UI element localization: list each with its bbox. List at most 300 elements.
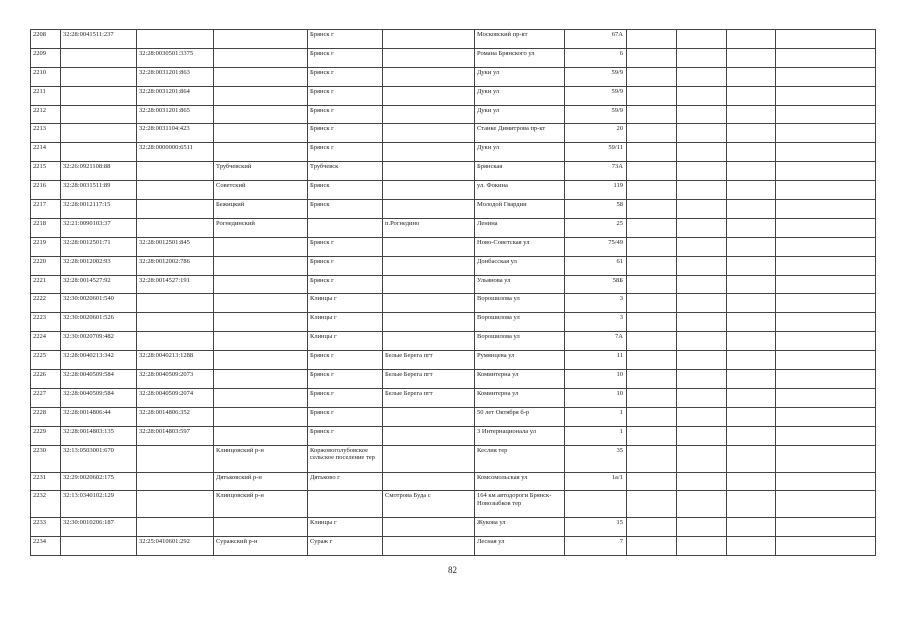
cell-street: Комсомольская ул [475,472,565,491]
cell-empty [776,370,876,389]
cell-settlement: Смотрова Буда с [383,491,475,518]
cell-cadastral-number [61,537,137,556]
cell-empty [727,124,776,143]
cell-cadastral-number-2 [137,332,214,351]
cell-district [214,105,308,124]
cell-city: Сураж г [308,537,383,556]
cell-cadastral-number: 32:30:0020709:482 [61,332,137,351]
cell-empty [727,30,776,49]
cell-empty [627,143,677,162]
cell-house-number: 10 [565,370,627,389]
cell-district [214,67,308,86]
cell-cadastral-number-2: 32:25:0410601:292 [137,537,214,556]
table-row [31,313,876,332]
cell-settlement [383,537,475,556]
cell-street: Коминтерна ул [475,370,565,389]
cell-empty [776,162,876,181]
table-row [31,388,876,407]
cell-empty [627,256,677,275]
cell-city: Брянск г [308,256,383,275]
cell-empty [627,275,677,294]
cell-settlement [383,86,475,105]
cell-house-number: 20 [565,124,627,143]
cell-empty [677,294,727,313]
cell-cadastral-number: 32:29:0020602:175 [61,472,137,491]
cell-record-number: 2209 [31,48,61,67]
cell-house-number: 35 [565,445,627,472]
cell-cadastral-number-2 [137,518,214,537]
cell-empty [677,313,727,332]
cell-district [214,294,308,313]
cell-record-number: 2223 [31,313,61,332]
cell-empty [776,256,876,275]
cell-empty [677,407,727,426]
cell-record-number: 2231 [31,472,61,491]
cell-cadastral-number [61,48,137,67]
cell-cadastral-number-2: 32:28:0012002:786 [137,256,214,275]
cell-settlement [383,407,475,426]
cell-settlement [383,162,475,181]
cell-settlement [383,332,475,351]
cell-district [214,256,308,275]
cell-empty [776,518,876,537]
cell-record-number: 2221 [31,275,61,294]
cell-cadastral-number: 32:28:0014806:44 [61,407,137,426]
cell-empty [677,472,727,491]
cell-cadastral-number-2: 32:28:0031104:423 [137,124,214,143]
table-row [31,256,876,275]
cell-settlement [383,472,475,491]
cell-record-number: 2222 [31,294,61,313]
table-row [31,518,876,537]
cell-city [308,491,383,518]
cell-city: Брянск г [308,86,383,105]
cell-cadastral-number: 32:28:0012117:15 [61,200,137,219]
cell-house-number: 119 [565,181,627,200]
cell-empty [677,256,727,275]
cell-cadastral-number-2: 32:28:0012501:845 [137,237,214,256]
cell-empty [627,472,677,491]
cell-empty [677,30,727,49]
cell-record-number: 2210 [31,67,61,86]
cell-district [214,370,308,389]
cell-house-number: 1а/1 [565,472,627,491]
cell-empty [677,445,727,472]
cell-empty [677,181,727,200]
cell-cadastral-number-2 [137,181,214,200]
cell-empty [627,237,677,256]
cell-record-number: 2216 [31,181,61,200]
cell-settlement [383,426,475,445]
table-row [31,537,876,556]
cell-settlement [383,30,475,49]
cell-settlement: Белые Берега пгт [383,351,475,370]
cell-street: Дуки ул [475,67,565,86]
cell-record-number: 2228 [31,407,61,426]
cell-street: Дуки ул [475,143,565,162]
cell-street: Ворошилова ул [475,294,565,313]
cell-record-number: 2218 [31,218,61,237]
cell-street: 164 км автодороги Брянск-Новозыбков тер [475,491,565,518]
cell-district: Клинцовский р-н [214,445,308,472]
cell-house-number: 15 [565,518,627,537]
cell-empty [727,181,776,200]
cell-city: Брянск г [308,275,383,294]
cell-cadastral-number [61,143,137,162]
cell-empty [776,332,876,351]
cell-city: Клинцы г [308,518,383,537]
cell-district: Суражский р-н [214,537,308,556]
page-number: 82 [448,565,457,575]
cell-empty [727,445,776,472]
cell-cadastral-number: 32:28:0014527:92 [61,275,137,294]
cell-empty [776,294,876,313]
cell-district: Советский [214,181,308,200]
table-row [31,67,876,86]
cell-empty [727,143,776,162]
cell-cadastral-number-2: 32:28:0014806:352 [137,407,214,426]
cell-street: Дуки ул [475,86,565,105]
cell-empty [627,332,677,351]
cell-record-number: 2234 [31,537,61,556]
cell-empty [776,537,876,556]
cell-district [214,124,308,143]
cell-empty [677,388,727,407]
cell-settlement [383,275,475,294]
cell-street: Лесная ул [475,537,565,556]
cell-record-number: 2208 [31,30,61,49]
cell-city: Брянск г [308,48,383,67]
cell-city: Клинцы г [308,313,383,332]
cell-cadastral-number: 32:28:0040509:584 [61,388,137,407]
table-row [31,30,876,49]
cell-house-number: 59/9 [565,86,627,105]
table-row [31,332,876,351]
cell-empty [776,200,876,219]
cell-empty [627,294,677,313]
cell-cadastral-number-2: 32:28:0014527:191 [137,275,214,294]
table-body [31,30,876,556]
cell-record-number: 2227 [31,388,61,407]
cell-empty [727,67,776,86]
cell-cadastral-number-2: 32:28:0040213:1288 [137,351,214,370]
cell-empty [677,275,727,294]
cell-street: Ворошилова ул [475,332,565,351]
cell-street: Брянская [475,162,565,181]
cell-district [214,30,308,49]
cell-record-number: 2213 [31,124,61,143]
cell-house-number: 3 [565,294,627,313]
cell-house-number: 25 [565,218,627,237]
cell-settlement [383,518,475,537]
cell-empty [677,491,727,518]
cell-city: Трубчевск [308,162,383,181]
cell-city: Брянск г [308,388,383,407]
cell-cadastral-number: 32:28:0012501:71 [61,237,137,256]
table-row [31,162,876,181]
cell-city: Брянск г [308,351,383,370]
cell-settlement: Белые Берега пгт [383,388,475,407]
cell-empty [627,518,677,537]
cell-city: Брянск г [308,143,383,162]
cell-district: Рогнединский [214,218,308,237]
cell-cadastral-number-2: 32:28:0040509:2073 [137,370,214,389]
cell-street: Романа Брянского ул [475,48,565,67]
cell-cadastral-number: 32:26:0921108:88 [61,162,137,181]
table-row [31,237,876,256]
cell-district [214,407,308,426]
cell-record-number: 2229 [31,426,61,445]
cell-district [214,518,308,537]
table-row [31,426,876,445]
cell-empty [627,218,677,237]
cell-empty [627,388,677,407]
cell-district [214,237,308,256]
cell-cadastral-number: 32:30:0010206:187 [61,518,137,537]
cell-empty [627,313,677,332]
cell-empty [677,518,727,537]
cell-empty [727,48,776,67]
cell-empty [776,491,876,518]
cell-empty [727,351,776,370]
cell-cadastral-number-2 [137,30,214,49]
cell-record-number: 2224 [31,332,61,351]
table-row [31,472,876,491]
cell-empty [677,332,727,351]
table-row [31,370,876,389]
table-row [31,294,876,313]
cell-settlement: Белые Берега пгт [383,370,475,389]
cell-settlement [383,294,475,313]
cell-empty [776,181,876,200]
cell-house-number: 1 [565,407,627,426]
cell-city: Брянск г [308,67,383,86]
cell-empty [727,388,776,407]
cell-city: Брянск г [308,370,383,389]
cell-city: Брянск г [308,124,383,143]
cell-cadastral-number [61,105,137,124]
cell-empty [727,275,776,294]
cell-cadastral-number: 32:28:0040213:342 [61,351,137,370]
cell-city [308,218,383,237]
cell-house-number: 58Б [565,275,627,294]
cell-settlement [383,67,475,86]
cell-cadastral-number-2: 32:28:0030501:3375 [137,48,214,67]
cell-cadastral-number-2 [137,200,214,219]
cell-house-number: 59/11 [565,143,627,162]
cell-empty [627,162,677,181]
cell-district [214,143,308,162]
cell-empty [776,124,876,143]
cell-district: Дятьковский р-н [214,472,308,491]
cell-empty [727,294,776,313]
cell-cadastral-number: 32:30:0020601:540 [61,294,137,313]
cell-house-number: 10 [565,388,627,407]
cell-record-number: 2226 [31,370,61,389]
cell-empty [776,218,876,237]
table-row [31,351,876,370]
cell-empty [727,218,776,237]
cell-empty [776,48,876,67]
cell-record-number: 2211 [31,86,61,105]
cell-cadastral-number: 32:28:0040509:584 [61,370,137,389]
cell-street: Московский пр-кт [475,30,565,49]
cell-empty [776,472,876,491]
cell-empty [727,426,776,445]
cell-cadastral-number [61,86,137,105]
cell-house-number: 75/49 [565,237,627,256]
cell-cadastral-number-2 [137,162,214,181]
cell-empty [727,105,776,124]
cell-settlement [383,105,475,124]
cell-empty [627,537,677,556]
cell-house-number: 6 [565,48,627,67]
cell-city: Брянск [308,181,383,200]
cell-settlement [383,48,475,67]
table-row [31,407,876,426]
cell-empty [776,275,876,294]
cell-empty [776,86,876,105]
cell-cadastral-number-2: 32:28:0014803:597 [137,426,214,445]
cell-record-number: 2217 [31,200,61,219]
cell-city: Брянск [308,200,383,219]
table-row [31,143,876,162]
cell-empty [677,86,727,105]
cell-cadastral-number-2 [137,445,214,472]
cell-cadastral-number-2: 32:28:0031201:864 [137,86,214,105]
cell-street: Ленина [475,218,565,237]
cell-empty [627,351,677,370]
cell-house-number: 7 [565,537,627,556]
cell-house-number: 73А [565,162,627,181]
cell-settlement [383,445,475,472]
cell-empty [677,537,727,556]
cell-empty [627,30,677,49]
cell-city: Брянск г [308,237,383,256]
cell-cadastral-number: 32:21:0090103:37 [61,218,137,237]
cell-empty [627,86,677,105]
cell-empty [776,426,876,445]
cell-empty [677,218,727,237]
cell-district [214,313,308,332]
table-row [31,275,876,294]
table-row [31,86,876,105]
cell-cadastral-number-2 [137,294,214,313]
cell-cadastral-number: 32:13:0340102:129 [61,491,137,518]
cell-empty [677,351,727,370]
cell-district: Трубчевский [214,162,308,181]
cell-record-number: 2233 [31,518,61,537]
cell-city: Коржовоголубовское сельское поселение тер [308,445,383,472]
cell-settlement [383,143,475,162]
cell-cadastral-number-2: 32:28:0000000:6511 [137,143,214,162]
cell-district [214,351,308,370]
cell-empty [776,30,876,49]
cell-empty [677,67,727,86]
cell-settlement [383,237,475,256]
cell-empty [727,472,776,491]
cell-empty [627,370,677,389]
cell-settlement [383,181,475,200]
cell-empty [677,162,727,181]
cell-settlement [383,200,475,219]
cell-cadastral-number: 32:30:0020601:526 [61,313,137,332]
cell-record-number: 2215 [31,162,61,181]
cell-street: Молодой Гвардии [475,200,565,219]
cell-house-number: 58 [565,200,627,219]
cell-cadastral-number: 32:13:0503001:670 [61,445,137,472]
cell-empty [776,388,876,407]
cell-empty [727,537,776,556]
cell-house-number: 3 [565,313,627,332]
cell-empty [727,86,776,105]
cell-empty [776,351,876,370]
cell-empty [727,237,776,256]
cell-street: Ново-Советская ул [475,237,565,256]
cell-empty [677,200,727,219]
table-row [31,200,876,219]
cell-empty [677,426,727,445]
cell-district [214,332,308,351]
cell-street: Дуки ул [475,105,565,124]
cell-house-number: 7А [565,332,627,351]
cell-empty [677,370,727,389]
cell-empty [727,491,776,518]
cell-house-number [565,491,627,518]
cell-cadastral-number: 32:28:0031511:89 [61,181,137,200]
cell-house-number: 59/9 [565,105,627,124]
cell-district: Клинцовский р-н [214,491,308,518]
cell-empty [776,105,876,124]
cell-empty [627,67,677,86]
cell-empty [627,407,677,426]
cell-record-number: 2232 [31,491,61,518]
cell-city: Клинцы г [308,332,383,351]
cell-district [214,48,308,67]
cell-empty [727,313,776,332]
cell-record-number: 2230 [31,445,61,472]
cell-city: Брянск г [308,426,383,445]
cell-cadastral-number-2: 32:28:0031201:863 [137,67,214,86]
cell-empty [627,181,677,200]
table-row [31,445,876,472]
cell-cadastral-number: 32:28:0041511:237 [61,30,137,49]
cell-street: Ульянова ул [475,275,565,294]
cell-empty [677,105,727,124]
cell-settlement [383,124,475,143]
cell-empty [677,143,727,162]
cell-empty [727,256,776,275]
cell-cadastral-number: 32:28:0014803:135 [61,426,137,445]
cell-house-number: 67А [565,30,627,49]
cell-street: Кеслия тер [475,445,565,472]
cell-empty [776,313,876,332]
cell-empty [627,491,677,518]
cell-settlement: п.Рогнедино [383,218,475,237]
cell-house-number: 11 [565,351,627,370]
cell-street: Донбасская ул [475,256,565,275]
cell-empty [627,124,677,143]
cell-house-number: 61 [565,256,627,275]
cell-cadastral-number [61,67,137,86]
cell-street: Жукова ул [475,518,565,537]
cell-empty [627,200,677,219]
cell-street: Румянцева ул [475,351,565,370]
cell-cadastral-number [61,124,137,143]
cell-empty [627,48,677,67]
cell-empty [727,200,776,219]
cell-cadastral-number: 32:28:0012002:93 [61,256,137,275]
